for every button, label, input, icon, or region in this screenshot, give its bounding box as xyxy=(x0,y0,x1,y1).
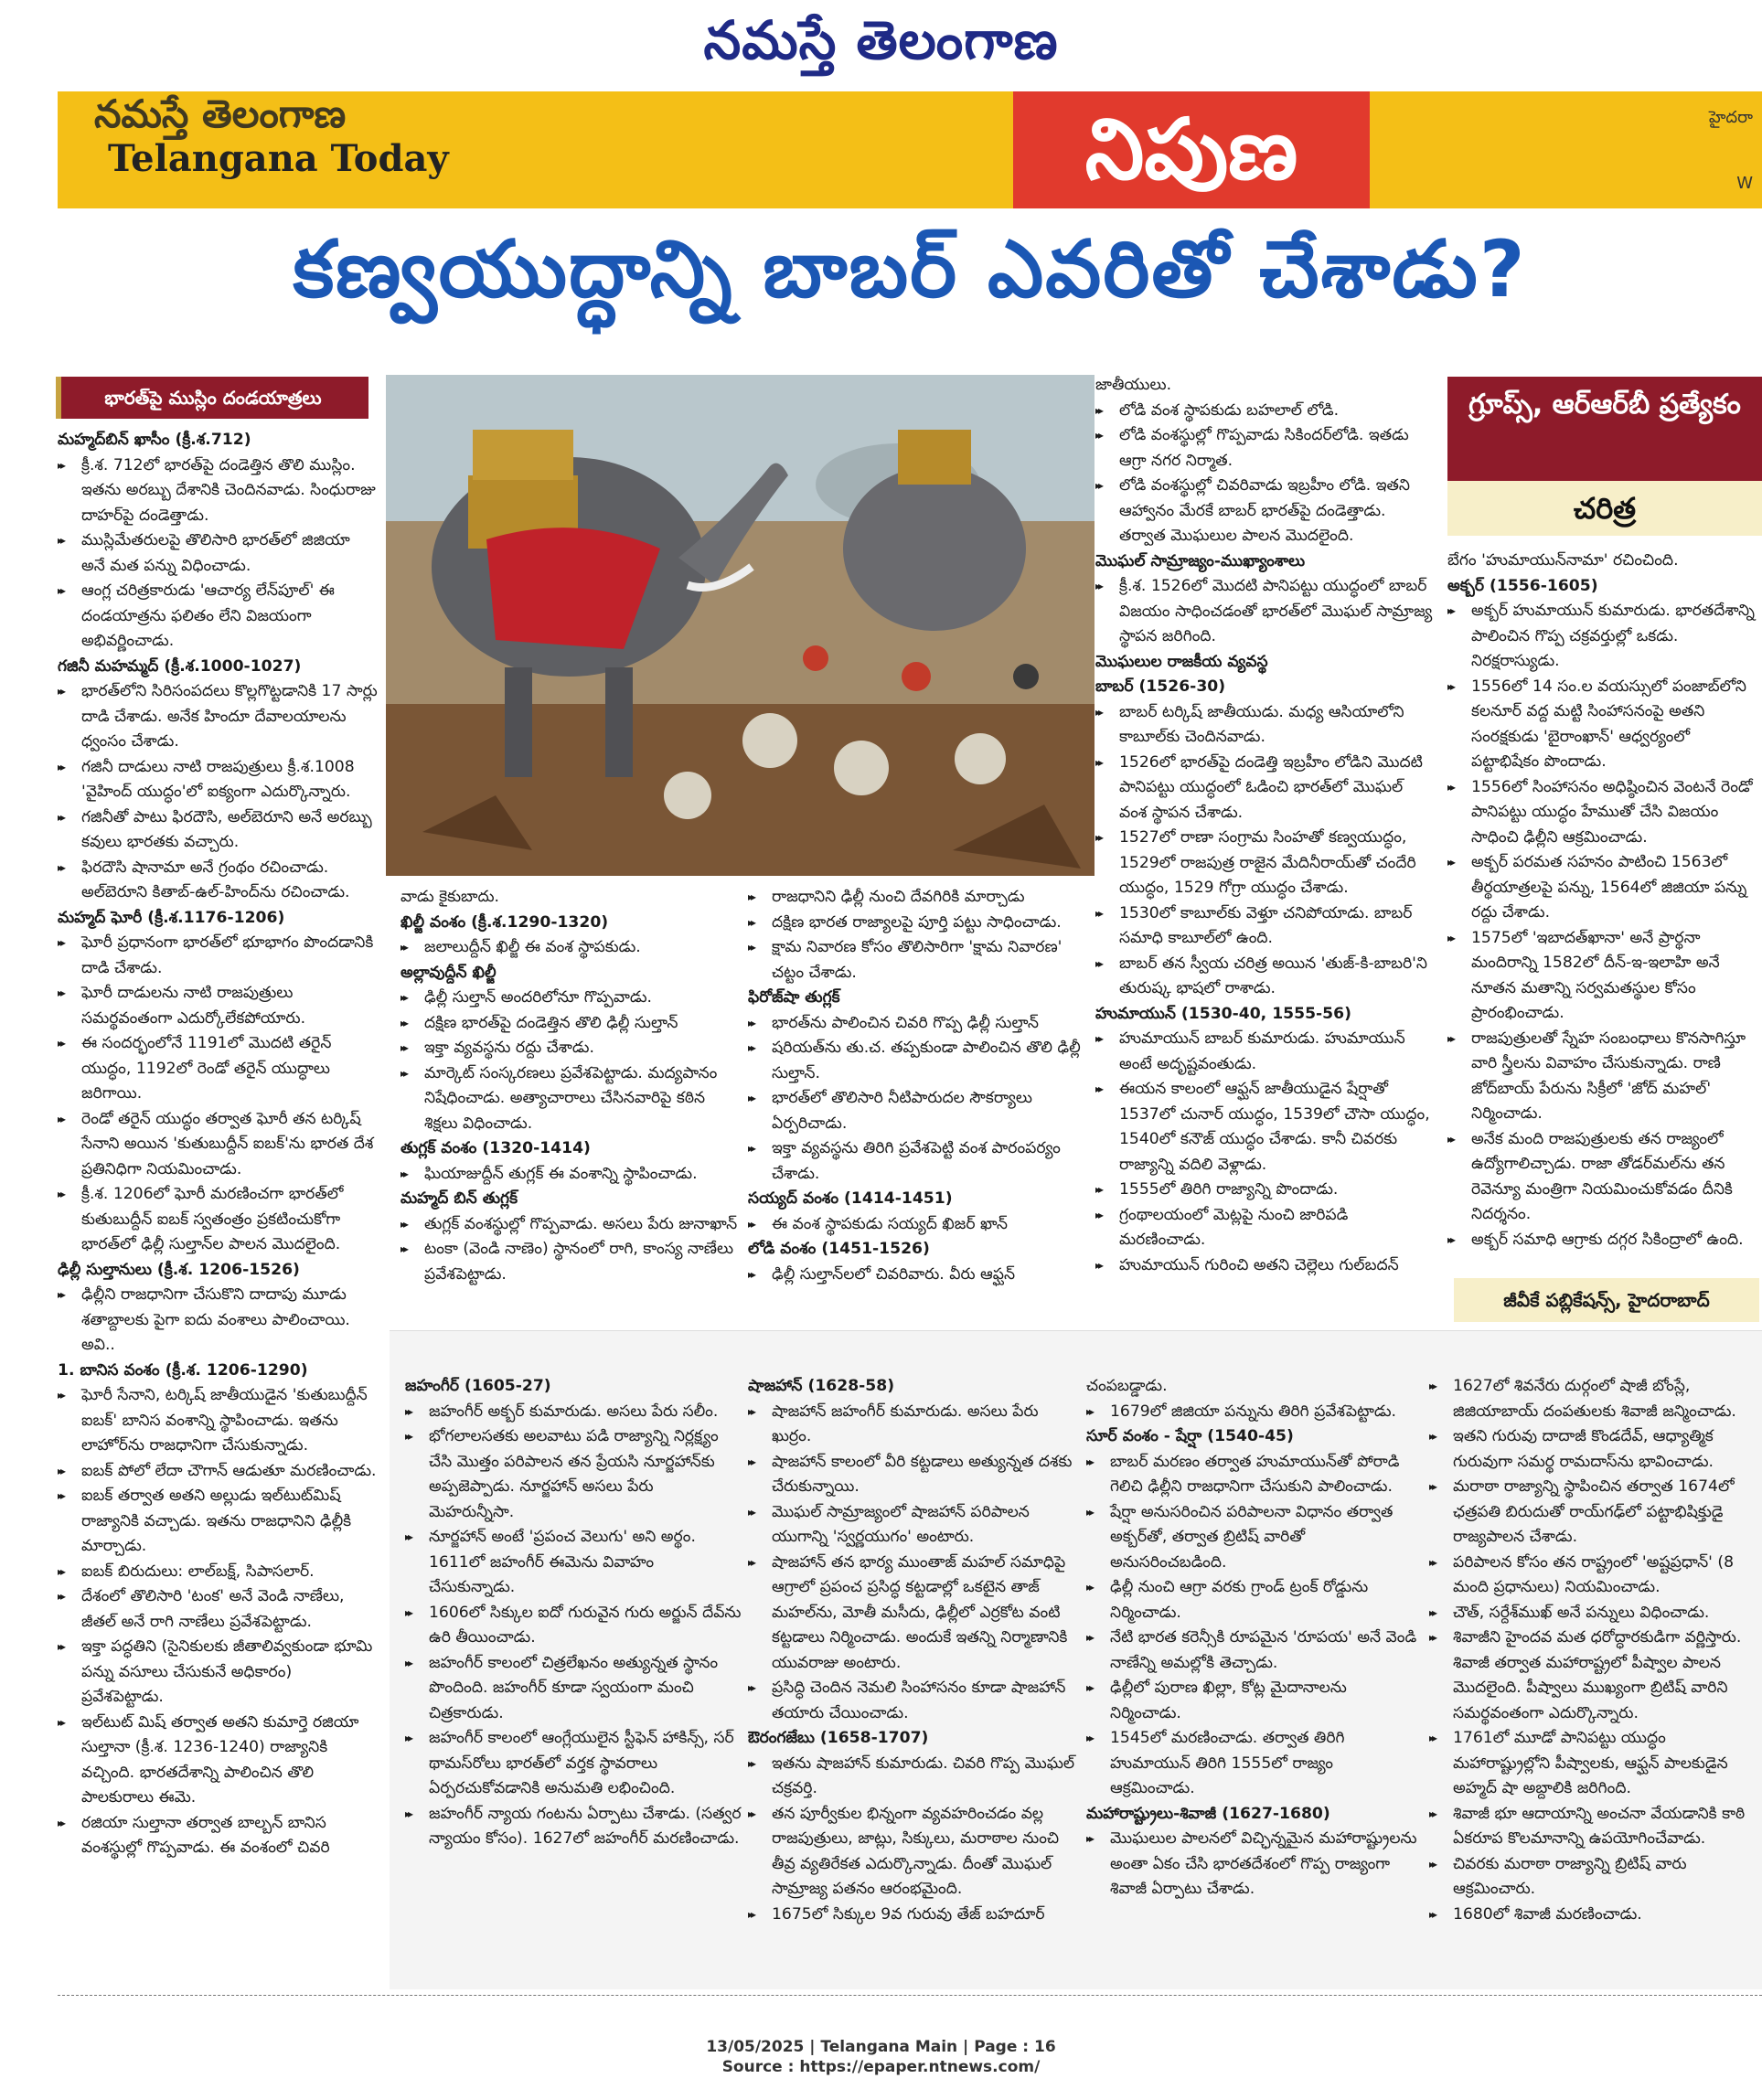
paragraph: ▸▸ రజియా సుల్తానా తర్వాత బాల్బన్ బానిస వంశస్థుల్లో గొప్పవాడు. ఈ వంశంలో చివరి xyxy=(58,1811,378,1861)
paragraph: ▸▸ ఇల్‌టుట్ మిష్ తర్వాత అతని కుమార్తె రజియా సుల్తానా (క్రీ.శ. 1236-1240) రాజ్యానికి వచ్చింది. భారతదేశాన్ని పాలించిన తొలి పాలకురాలు ఈమె. xyxy=(58,1711,378,1811)
paragraph: ▸▸ హుమాయున్ గురించి అతని చెల్లెలు గుల్‌బదన్ xyxy=(1095,1253,1434,1279)
paragraph: ▸▸ గ్రంథాలయంలో మెట్లపై నుంచి జారిపడి మరణించాడు. xyxy=(1095,1203,1434,1253)
section-heading: జహంగీర్ (1605-27) xyxy=(405,1377,551,1395)
paragraph: వాడు కైకుబాదు. xyxy=(400,888,500,906)
paragraph: ▸▸ 1556లో సింహాసనం అధిష్ఠించిన వెంటనే రెండో పానిపట్టు యుద్ధం హేముతో చేసి విజయం సాధించి ఢిల్లీని ఆక్రమించాడు. xyxy=(1447,775,1762,851)
paragraph: ▸▸ మరాఠా రాజ్యాన్ని స్థాపించిన తర్వాత 1674లో ఛత్రపతి బిరుదుతో రాయ్‌గఢ్‌లో పట్టాభిషిక్తుడై రాజ్యపాలన చేశాడు. xyxy=(1429,1475,1758,1551)
column-4 xyxy=(1095,373,1434,1278)
paragraph: ▸▸ ఇతను షాజహాన్ కుమారుడు. చివరి గొప్ప మొఘల్ చక్రవర్తి. xyxy=(748,1752,1082,1802)
paragraph: ▸▸ నేటి భారత కరెన్సీకి రూపమైన 'రూపయ' అనే వెండి నాణేన్ని అమల్లోకి తెచ్చాడు. xyxy=(1086,1626,1420,1676)
section-banner xyxy=(58,91,1762,208)
headline: కణ్వయుద్ధాన్ని బాబర్ ఎవరితో చేశాడు? xyxy=(293,224,1527,315)
paragraph: ▸▸ 1545లో మరణించాడు. తర్వాత తిరిగి హుమాయున్ తిరిగి 1555లో రాజ్యం ఆక్రమించాడు. xyxy=(1086,1726,1420,1802)
paragraph: ▸▸ క్రీ.శ. 712లో భారత్‌పై దండెత్తిన తొలి ముస్లిం. ఇతను అరబ్బు దేశానికి చెందినవాడు. సింధురాజు దాహర్‌పై దండెత్తాడు. xyxy=(58,453,378,529)
paragraph: ▸▸ షరియత్‌ను తు.చ. తప్పకుండా పాలించిన తొలి ఢిల్లీ సుల్తాన్. xyxy=(748,1036,1086,1086)
paragraph: ▸▸ అక్బర్ పరమత సహనం పాటించి 1563లో తీర్థయాత్రలపై పన్ను, 1564లో జిజియా పన్ను రద్దు చేశాడు. xyxy=(1447,850,1762,926)
paragraph: ▸▸ 1675లో సిక్కుల 9వ గురువు తేజ్ బహదూర్ xyxy=(748,1903,1082,1928)
paragraph: ▸▸ మొఘల్ సామ్రాజ్యంలో షాజహాన్ పరిపాలన యుగాన్ని 'స్వర్ణయుగం' అంటారు. xyxy=(748,1500,1082,1551)
paragraph: ▸▸ 1526లో భారత్‌పై దండెత్తి ఇబ్రహీం లోడిని మొదటి పానిపట్టు యుద్ధంలో ఓడించి భారత్‌లో మొఘల్ వంశ స్థాపన చేశాడు. xyxy=(1095,751,1434,826)
paragraph: ▸▸ తుగ్లక్ వంశస్థుల్లో గొప్పవాడు. అసలు పేరు జునాఖాన్ xyxy=(400,1212,739,1238)
paragraph: ▸▸ ఐబక్ తర్వాత అతని అల్లుడు ఇల్‌టుట్‌మిష్ రాజ్యానికి వచ్చాడు. ఇతను రాజధానిని ఢిల్లీకి మార్చాడు. xyxy=(58,1484,378,1560)
paragraph: ▸▸ భారత్‌ను పాలించిన చివరి గొప్ప ఢిల్లీ సుల్తాన్ xyxy=(748,1011,1086,1037)
column-5 xyxy=(1447,549,1762,1253)
paragraph: ▸▸ తన పూర్వీకుల భిన్నంగా వ్యవహరించడం వల్ల రాజపుత్రులు, జాట్లు, సిక్కులు, మరాఠాల నుంచి తీవ్ర వ్యతిరేకత ఎదుర్కొన్నాడు. దీంతో మొఘల్ సామ్రాజ్య పతనం ఆరంభమైంది. xyxy=(748,1802,1082,1903)
paragraph: ▸▸ 1627లో శివనేరు దుర్గంలో షాజీ బోంస్లే, జిజియాబాయ్ దంపతులకు శివాజీ జన్మించాడు. xyxy=(1429,1374,1758,1424)
paper-name: నమస్తే తెలంగాణ xyxy=(94,91,347,136)
paragraph: ▸▸ ఈయన కాలంలో ఆఫ్ఘన్ జాతీయుడైన షేర్షాతో 1537లో చునార్ యుద్ధం, 1539లో చౌసా యుద్ధం, 1540లో కనౌజ్ యుద్ధం చేశాడు. కానీ చివరకు రాజ్యాన్ని వదిలి వెళ్లాడు. xyxy=(1095,1077,1434,1178)
section-heading: షాజహాన్ (1628-58) xyxy=(748,1377,895,1395)
paragraph: ▸▸ ఈ సందర్భంలోనే 1191లో మొదటి తరైన్ యుద్ధం, 1192లో రెండో తరైన్ యుద్ధాలు జరిగాయి. xyxy=(58,1031,378,1107)
masthead-title: నమస్తే తెలంగాణ xyxy=(703,9,1059,71)
paragraph: ▸▸ బాబర్ మరణం తర్వాత హుమాయున్‌తో పోరాడి గెలిచి ఢిల్లీని రాజధానిగా చేసుకుని పాలించాడు. xyxy=(1086,1450,1420,1500)
paragraph: ▸▸ షేర్షా అనుసరించిన పరిపాలనా విధానం తర్వాత అక్బర్‌తో, తర్వాత బ్రిటిష్ వారితో అనుసరించబడింది. xyxy=(1086,1500,1420,1576)
column-7 xyxy=(748,1374,1082,1927)
paragraph: ▸▸ ప్రసిద్ధి చెందిన నెమలి సింహాసనం కూడా షాజహాన్ తయారు చేయించాడు. xyxy=(748,1676,1082,1726)
paragraph: ▸▸ రాజధానిని ఢిల్లీ నుంచి దేవగిరికి మార్చాడు xyxy=(748,885,1086,911)
section-heading: తుగ్లక్ వంశం (1320-1414) xyxy=(400,1139,591,1157)
paragraph: ▸▸ జహంగీర్ కాలంలో చిత్రలేఖనం అత్యున్నత స్థానం పొందింది. జహంగీర్ కూడా స్వయంగా మంచి చిత్రకారుడు. xyxy=(405,1651,743,1727)
column-9 xyxy=(1429,1374,1758,1927)
paragraph: ▸▸ ముస్లిమేతరులపై తొలిసారి భారత్‌లో జిజియా అనే మత పన్ను విధించాడు. xyxy=(58,528,378,579)
column-8 xyxy=(1086,1374,1420,1903)
section-heading: సూర్ వంశం - షేర్షా (1540-45) xyxy=(1086,1427,1294,1445)
paragraph: ▸▸ ఢిల్లీని రాజధానిగా చేసుకొని దాదాపు మూడు శతాబ్దాలకు పైగా ఐదు వంశాలు పాలించాయి. అవి.. xyxy=(58,1283,378,1359)
paragraph: ▸▸ మార్కెట్ సంస్కరణలు ప్రవేశపెట్టాడు. మద్యపానం నిషేధించాడు. అత్యాచారాలు చేసినవారిపై కఠిన శిక్షలు విధించాడు. xyxy=(400,1061,739,1137)
paragraph: ▸▸ దక్షిణ భారత రాజ్యాలపై పూర్తి పట్టు సాధించాడు. xyxy=(748,911,1086,936)
section-heading: సయ్యద్ వంశం (1414-1451) xyxy=(748,1189,953,1208)
subject-label: చరిత్ర xyxy=(1447,481,1762,536)
paragraph: ▸▸ ఐబక్ పోలో లేదా చౌగాన్ ఆడుతూ మరణించాడు. xyxy=(58,1459,378,1485)
paragraph: ▸▸ బాబర్ టర్కిష్ జాతీయుడు. మధ్య ఆసియాలోని కాబూల్‌కు చెందినవాడు. xyxy=(1095,700,1434,751)
paragraph: ▸▸ క్షామ నివారణ కోసం తొలిసారిగా 'క్షామ నివారణ' చట్టం చేశాడు. xyxy=(748,935,1086,986)
paragraph: ▸▸ 1679లో జిజియా పన్నును తిరిగి ప్రవేశపెట్టాడు. xyxy=(1086,1400,1420,1425)
section-heading: మహ్మద్ ఘోరీ (క్రీ.శ.1176-1206) xyxy=(58,908,285,927)
paragraph: ▸▸ ఘోరీ ప్రధానంగా భారత్‌లో భూభాగం పొందడానికి దాడి చేశాడు. xyxy=(58,931,378,981)
paragraph: ▸▸ ఢిల్లీలో పురాణ ఖిల్లా, కోట్ల మైదానాలను నిర్మించాడు. xyxy=(1086,1676,1420,1726)
paragraph: ▸▸ ఢిల్లీ సుల్తాన్ అందరిలోనూ గొప్పవాడు. xyxy=(400,986,739,1011)
paragraph: ▸▸ అక్బర్ సమాధి ఆగ్రాకు దగ్గర సికింద్రాలో ఉంది. xyxy=(1447,1228,1762,1253)
paragraph: ▸▸ షాజహాన్ తన భార్య ముంతాజ్ మహల్ సమాధిపై ఆగ్రాలో ప్రపంచ ప్రసిద్ధ కట్టడాల్లో ఒకటైన తాజ్ మహల్‌ను, మోతీ మసీదు, ఢిల్లీలో ఎర్రకోట వంటి కట్టడాలు నిర్మించాడు. అందుకే ఇతన్ని నిర్మాణానికి యువరాజు అంటారు. xyxy=(748,1551,1082,1677)
exam-label: గ్రూప్స్, ఆర్ఆర్‌బీ ప్రత్యేకం xyxy=(1447,377,1762,482)
section-heading: అల్లావుద్దీన్ ఖిల్జీ xyxy=(400,963,497,982)
paragraph: ▸▸ లోడి వంశస్థుల్లో గొప్పవాడు సికిందర్‌లోడి. ఇతడు ఆగ్రా నగర నిర్మాత. xyxy=(1095,423,1434,474)
publisher-credit: జీవీకే పబ్లికేషన్స్, హైదరాబాద్ xyxy=(1454,1278,1759,1322)
section-heading: ఫిరోజ్‌షా తుగ్లక్ xyxy=(748,988,840,1007)
paragraph: ▸▸ రాజపుత్రులతో స్నేహ సంబంధాలు కొనసాగిస్తూ వారి స్త్రీలను వివాహం చేసుకున్నాడు. రాణి జోద్‌బాయ్ పేరును సిక్రీలో 'జోద్ మహల్' నిర్మించాడు. xyxy=(1447,1027,1762,1127)
paragraph: ▸▸ ఘియాజుద్దీన్ తుగ్లక్ ఈ వంశాన్ని స్థాపించాడు. xyxy=(400,1162,739,1188)
section-heading: ఢిల్లీ సుల్తానులు (క్రీ.శ. 1206-1526) xyxy=(58,1260,300,1279)
place-text: హైదరా xyxy=(1708,108,1753,127)
paragraph: ▸▸ గజినీ దాడులు నాటి రాజపుత్రులు క్రీ.శ.1008 'వైహింద్ యుద్ధం'లో ఐక్యంగా ఎదుర్కొన్నారు. xyxy=(58,755,378,805)
paper-name-english: Telangana Today xyxy=(108,137,449,180)
section-heading: హుమాయున్ (1530-40, 1555-56) xyxy=(1095,1004,1351,1023)
paragraph: ▸▸ హుమాయున్ బాబర్ కుమారుడు. హుమాయున్ అంటే అదృష్టవంతుడు. xyxy=(1095,1027,1434,1077)
bottom-rule xyxy=(58,1995,1762,1996)
section-heading: ఔరంగజేబు (1658-1707) xyxy=(748,1729,929,1747)
paragraph: ▸▸ ఢిల్లీ నుంచి ఆగ్రా వరకు గ్రాండ్ ట్రంక్ రోడ్డును నిర్మించాడు. xyxy=(1086,1575,1420,1626)
paragraph: ▸▸ ఐబక్ బిరుదులు: లాల్‌బక్ష్, సిపాసలార్. xyxy=(58,1560,378,1585)
paragraph: ▸▸ జహంగీర్ అక్బర్ కుమారుడు. అసలు పేరు సలీం. xyxy=(405,1400,743,1425)
paragraph: ▸▸ షాజహాన్ జహంగీర్ కుమారుడు. అసలు పేరు ఖుర్రం. xyxy=(748,1400,1082,1450)
paragraph: ▸▸ బాబర్ తన స్వీయ చరిత్ర అయిన 'తుజ్-కి-బాబరి'ని తురుష్క భాషలో రాశాడు. xyxy=(1095,952,1434,1002)
paragraph: ▸▸ క్రీ.శ. 1526లో మొదటి పానిపట్టు యుద్ధంలో బాబర్ విజయం సాధించడంతో భారత్‌లో మొఘల్ సామ్రాజ్య స్థాపన జరిగింది. xyxy=(1095,574,1434,650)
paragraph: ▸▸ ఇతని గురువు దాదాజీ కొండదేవ్, ఆధ్యాత్మిక గురువుగా సమర్థ రామదాస్‌ను భావించాడు. xyxy=(1429,1424,1758,1475)
paragraph: ▸▸ టంకా (వెండి నాణెం) స్థానంలో రాగి, కాంస్య నాణేలు ప్రవేశపెట్టాడు. xyxy=(400,1237,739,1287)
footer-line-2: Source : https://epaper.ntnews.com/ xyxy=(721,2058,1041,2076)
paragraph: ▸▸ నూర్జహాన్ అంటే 'ప్రపంచ వెలుగు' అని అర్థం. 1611లో జహంగీర్ ఈమెను వివాహం చేసుకున్నాడు. xyxy=(405,1525,743,1601)
section-heading: మొఘల్ సామ్రాజ్యం-ముఖ్యాంశాలు xyxy=(1095,551,1306,570)
paragraph: ▸▸ ఇక్తా వ్యవస్థను రద్దు చేశాడు. xyxy=(400,1036,739,1061)
paragraph: ▸▸ చివరకు మరాఠా రాజ్యాన్ని బ్రిటిష్ వారు ఆక్రమించారు. xyxy=(1429,1852,1758,1903)
paragraph: ▸▸ రెండో తరైన్ యుద్ధం తర్వాత ఘోరీ తన టర్కిష్ సేనాని అయిన 'కుతుబుద్దీన్ ఐబక్'ను భారత దేశ ప్రతినిధిగా నియమించాడు. xyxy=(58,1107,378,1183)
section-heading: లోడి వంశం (1451-1526) xyxy=(748,1240,930,1258)
section-heading: బాబర్ (1526-30) xyxy=(1095,677,1226,696)
topic-tag: భారత్‌పై ముస్లిం దండయాత్రలు xyxy=(58,377,368,419)
section-heading: మహ్మద్‌బిన్ ఖాసీం (క్రీ.శ.712) xyxy=(58,431,251,449)
paragraph: ▸▸ భారత్‌లోని సిరిసంపదలు కొల్లగొట్టడానికి 17 సార్లు దాడి చేశాడు. అనేక హిందూ దేవాలయాలను ధ్వంసం చేశాడు. xyxy=(58,679,378,755)
section-heading: ఖిల్జీ వంశం (క్రీ.శ.1290-1320) xyxy=(400,912,609,932)
masthead xyxy=(0,0,1762,87)
paragraph: ▸▸ 1530లో కాబూల్‌కు వెళ్తూ చనిపోయాడు. బాబర్ సమాధి కాబూల్‌లో ఉంది. xyxy=(1095,901,1434,952)
paragraph: ▸▸ 1680లో శివాజీ మరణించాడు. xyxy=(1429,1903,1758,1928)
paragraph: ▸▸ భారత్‌లో తొలిసారి నీటిపారుదల సౌకర్యాలు ఏర్పరిచాడు. xyxy=(748,1086,1086,1136)
section-title: నిపుణ xyxy=(1013,91,1370,208)
paragraph: ▸▸ భోగలాలసతకు అలవాటు పడి రాజ్యాన్ని నిర్లక్ష్యం చేసి మొత్తం పరిపాలన తన ప్రేయసి నూర్జహాన్‌కు అప్పజెప్పాడు. నూర్జహాన్ అసలు పేరు మెహరున్నీసా. xyxy=(405,1424,743,1525)
footer xyxy=(0,2037,1762,2077)
paragraph: ▸▸ ఘోరీ దాడులను నాటి రాజపుత్రులు సమర్థవంతంగా ఎదుర్కోలేకపోయారు. xyxy=(58,981,378,1031)
battle-photo xyxy=(386,375,1095,876)
paragraph: ▸▸ జలాలుద్దీన్ ఖిల్జీ ఈ వంశ స్థాపకుడు. xyxy=(400,935,739,961)
section-heading: అక్బర్ (1556-1605) xyxy=(1447,576,1598,595)
paragraph: ▸▸ గజినీతో పాటు ఫిరదౌసి, అల్‌బెరూని అనే అరబ్బు కవులు భారతకు వచ్చారు. xyxy=(58,805,378,856)
paragraph: ▸▸ 1555లో తిరిగి రాజ్యాన్ని పొందాడు. xyxy=(1095,1178,1434,1203)
web-text: W xyxy=(1736,174,1753,193)
paragraph: ▸▸ అనేక మంది రాజపుత్రులకు తన రాజ్యంలో ఉద్యోగాలిచ్చాడు. రాజా తోడర్‌మల్‌ను తన రెవెన్యూ మంత్రిగా నియమించుకోవడం దీనికి నిదర్శనం. xyxy=(1447,1127,1762,1228)
paragraph: జాతీయులు. xyxy=(1095,376,1172,394)
section-heading: మొఘలుల రాజకీయ వ్యవస్థ xyxy=(1095,652,1268,671)
paragraph: ▸▸ జహంగీర్ న్యాయ గంటను ఏర్పాటు చేశాడు. (సత్వర న్యాయం కోసం). 1627లో జహంగీర్ మరణించాడు. xyxy=(405,1802,743,1852)
column-2 xyxy=(400,885,739,1287)
paragraph: ▸▸ లోడి వంశస్థుల్లో చివరివాడు ఇబ్రహీం లోడి. ఇతని ఆహ్వానం మేరకే బాబర్ భారత్‌పై దండెత్తాడు. తర్వాత మొఘలుల పాలన మొదలైంది. xyxy=(1095,474,1434,549)
paragraph: ▸▸ చౌత్, సర్దేశ్‌ముఖ్ అనే పన్నులు విధించాడు. xyxy=(1429,1601,1758,1626)
paragraph: ▸▸ 1761లో మూడో పానిపట్టు యుద్ధం మహారాష్ట్రుల్లోని పీష్వాలకు, ఆఫ్ఘన్ పాలకుడైన అహ్మద్ షా అబ్దాలికి జరిగింది. xyxy=(1429,1726,1758,1802)
column-1 xyxy=(58,428,378,1861)
paragraph: ▸▸ ఢిల్లీ సుల్తాన్‌లలో చివరివారు. వీరు ఆఫ్ఘన్ xyxy=(748,1263,1086,1288)
column-6 xyxy=(405,1374,743,1852)
paragraph: ▸▸ మొఘలుల పాలనలో విచ్ఛిన్నమైన మహారాష్ట్రులను అంతా ఏకం చేసి భారతదేశంలో గొప్ప రాజ్యంగా శివాజీ ఏర్పాటు చేశాడు. xyxy=(1086,1827,1420,1903)
paragraph: ▸▸ 1606లో సిక్కుల ఐదో గురువైన గురు అర్జున్ దేవ్‌ను ఉరి తీయించాడు. xyxy=(405,1601,743,1651)
section-heading: గజినీ మహమ్మద్ (క్రీ.శ.1000-1027) xyxy=(58,656,302,676)
paragraph: ▸▸ దేశంలో తొలిసారి 'టంక' అనే వెండి నాణేలు, జీతల్ అనే రాగి నాణేలు ప్రవేశపెట్టాడు. xyxy=(58,1584,378,1635)
paragraph: ▸▸ 1527లో రాణా సంగ్రామ సింహతో కణ్వయుద్ధం, 1529లో రాజపుత్ర రాజైన మేదినీరాయ్‌తో చందేరి యుద్ధం, 1529 గోగ్రా యుద్ధం చేశాడు. xyxy=(1095,826,1434,901)
section-heading: 1. బానిస వంశం (క్రీ.శ. 1206-1290) xyxy=(58,1360,308,1380)
paragraph: ▸▸ ఆంగ్ల చరిత్రకారుడు 'ఆచార్య లేన్‌పూల్' ఈ దండయాత్రను ఫలితం లేని విజయంగా అభివర్ణించాడు. xyxy=(58,579,378,655)
paragraph: ▸▸ శివాజీని హైందవ మత ధరోద్ధారకుడిగా వర్ణిస్తారు. శివాజీ తర్వాత మహారాష్ట్రలో పీష్వాల పాలన మొదలైంది. పీష్వాలు ముఖ్యంగా బ్రిటిష్ వారిని సమర్థవంతంగా ఎదుర్కొన్నారు. xyxy=(1429,1626,1758,1726)
paragraph: ▸▸ ఫిరదౌసి షానామా అనే గ్రంథం రచించాడు. అల్‌బెరూని కితాబ్-ఉల్-హింద్‌ను రచించాడు. xyxy=(58,856,378,906)
paragraph: ▸▸ శివాజీ భూ ఆదాయాన్ని అంచనా వేయడానికి కాఠి ఏకరూప కొలమానాన్ని ఉపయోగించేవాడు. xyxy=(1429,1802,1758,1852)
paragraph: ▸▸ ఇక్తా వ్యవస్థను తిరిగి ప్రవేశపెట్టి వంశ పారంపర్యం చేశాడు. xyxy=(748,1136,1086,1187)
paragraph: ▸▸ జహంగీర్ కాలంలో ఆంగ్లేయులైన స్టీఫెన్ హాకిన్స్, సర్ థామస్‌రోలు భారత్‌లో వర్తక స్థావరాలు ఏర్పరచుకోవడానికి అనుమతి లభించింది. xyxy=(405,1726,743,1802)
paragraph: ▸▸ దక్షిణ భారత్‌పై దండెత్తిన తొలి ఢిల్లీ సుల్తాన్ xyxy=(400,1011,739,1037)
paragraph: చంపబడ్డాడు. xyxy=(1086,1377,1168,1395)
paragraph: ▸▸ షాజహాన్ కాలంలో వీరి కట్టడాలు అత్యున్నత దశకు చేరుకున్నాయి. xyxy=(748,1450,1082,1500)
column-3 xyxy=(748,885,1086,1287)
paragraph: ▸▸ పరిపాలన కోసం తన రాష్ట్రంలో 'అష్టప్రధాన్' (8 మంది ప్రధానులు) నియమించాడు. xyxy=(1429,1551,1758,1601)
paragraph: ▸▸ ఘోరీ సేనాని, టర్కిష్ జాతీయుడైన 'కుతుబుద్దీన్ ఐబక్' బానిస వంశాన్ని స్థాపించాడు. ఇతను లాహోర్‌ను రాజధానిగా చేసుకున్నాడు. xyxy=(58,1383,378,1459)
paragraph: బేగం 'హుమాయున్‌నామా' రచించింది. xyxy=(1447,551,1679,570)
footer-line-1: 13/05/2025 | Telangana Main | Page : 16 xyxy=(706,2038,1056,2056)
paragraph: ▸▸ క్రీ.శ. 1206లో ఘోరీ మరణించగా భారత్‌లో కుతుబుద్దీన్ ఐబక్ స్వతంత్రం ప్రకటించుకోగా భారత్‌లో ఢిల్లీ సుల్తాన్‌ల పాలన మొదలైంది. xyxy=(58,1182,378,1258)
paragraph: ▸▸ లోడి వంశ స్థాపకుడు బహలాల్ లోడి. xyxy=(1095,399,1434,424)
paragraph: ▸▸ ఇక్తా పద్ధతిని (సైనికులకు జీతాలివ్వకుండా భూమి పన్ను వసూలు చేసుకునే అధికారం) ప్రవేశపెట్టాడు. xyxy=(58,1635,378,1711)
paragraph: ▸▸ 1556లో 14 సం.ల వయస్సులో పంజాబ్‌లోని కలనూర్ వద్ద మట్టి సింహాసనంపై అతని సంరక్షకుడు 'బైరాంఖాన్' ఆధ్వర్యంలో పట్టాభిషేకం పొందాడు. xyxy=(1447,675,1762,775)
section-heading: మహారాష్ట్రులు-శివాజీ (1627-1680) xyxy=(1086,1804,1330,1823)
section-heading: మహ్మద్ బిన్ తుగ్లక్ xyxy=(400,1189,518,1208)
paragraph: ▸▸ ఈ వంశ స్థాపకుడు సయ్యద్ ఖిజర్ ఖాన్ xyxy=(748,1212,1086,1238)
paragraph: ▸▸ 1575లో 'ఇబాదత్‌ఖానా' అనే ప్రార్థనా మందిరాన్ని 1582లో దీన్-ఇ-ఇలాహి అనే నూతన మతాన్ని సర్వమతస్థుల కోసం ప్రారంభించాడు. xyxy=(1447,926,1762,1027)
paragraph: ▸▸ అక్బర్ హుమాయున్ కుమారుడు. భారతదేశాన్ని పాలించిన గొప్ప చక్రవర్తుల్లో ఒకడు. నిరక్షరాస్యుడు. xyxy=(1447,599,1762,675)
battle-elephants-icon xyxy=(386,375,1095,876)
